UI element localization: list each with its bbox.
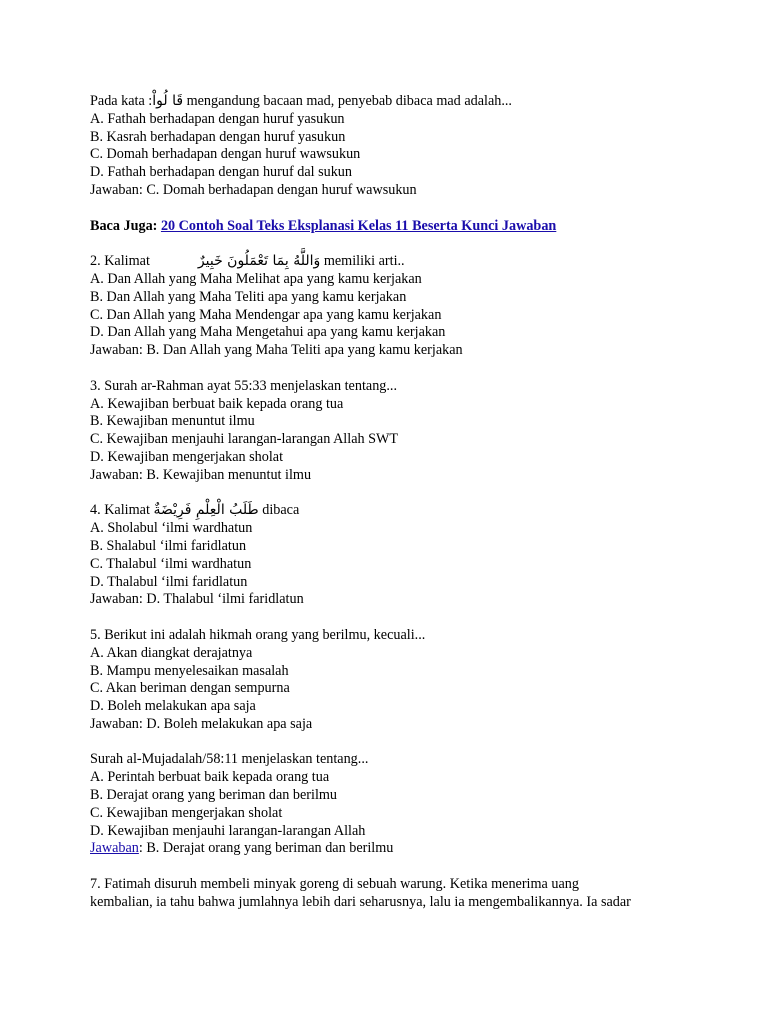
question-7-line-1: 7. Fatimah disuruh membeli minyak goreng di sebuah warung. Ketika menerima uang (90, 876, 579, 893)
answer-link[interactable]: Jawaban (90, 840, 139, 857)
question-2 (90, 253, 690, 360)
arabic-word: قَا لُواْ (152, 93, 184, 109)
baca-juga (90, 218, 690, 236)
answer: Jawaban: B. Dan Allah yang Maha Teliti apa yang kamu kerjakan (90, 342, 463, 359)
question-7 (90, 876, 690, 912)
option-c: C. Akan beriman dengan sempurna (90, 680, 290, 697)
option-a: A. Akan diangkat derajatnya (90, 644, 253, 661)
option-c: C. Domah berhadapan dengan huruf wawsukun (90, 146, 361, 163)
question-1-prefix: Pada kata : (90, 93, 153, 109)
question-4 (90, 502, 690, 609)
option-d: D. Fathah berhadapan dengan huruf dal sukun (90, 164, 352, 181)
option-b: B. Derajat orang yang beriman dan berilmu (90, 787, 338, 804)
option-b: B. Dan Allah yang Maha Teliti apa yang kamu kerjakan (90, 288, 407, 305)
question-2-suffix: memiliki arti.. (320, 253, 405, 270)
question-7-line-2: kembalian, ia tahu bahwa jumlahnya lebih dari seharusnya, lalu ia mengembalikannya. Ia sadar (90, 893, 631, 910)
question-1-suffix: mengandung bacaan mad, penyebab dibaca mad adalah... (183, 93, 512, 109)
question-5-text: 5. Berikut ini adalah hikmah orang yang berilmu, kecuali... (90, 626, 426, 643)
answer: Jawaban: C. Domah berhadapan dengan huruf wawsukun (90, 181, 417, 198)
question-6-text: Surah al-Mujadalah/58:11 menjelaskan tentang... (90, 751, 369, 768)
baca-juga-label: Baca Juga: (90, 217, 161, 234)
option-a: A. Sholabul ‘ilmi wardhatun (90, 520, 253, 537)
question-4-suffix: dibaca (258, 502, 300, 519)
arabic-phrase: وَاللَّهُ بِمَا تَعْمَلُونَ خَبِيرٌ (197, 253, 321, 270)
question-2-prefix: 2. Kalimat (90, 253, 150, 270)
question-3 (90, 378, 690, 485)
option-b: B. Mampu menyelesaikan masalah (90, 662, 289, 679)
answer (90, 840, 690, 858)
option-d: D. Kewajiban menjauhi larangan-larangan Allah (90, 822, 366, 839)
question-3-text: 3. Surah ar-Rahman ayat 55:33 menjelaskan tentang... (90, 377, 398, 394)
option-d: D. Thalabul ‘ilmi faridlatun (90, 573, 248, 590)
question-6 (90, 751, 690, 858)
question-1-text (90, 93, 690, 111)
option-c: C. Dan Allah yang Maha Mendengar apa yang kamu kerjakan (90, 306, 442, 323)
question-4-text (90, 502, 690, 520)
option-b: B. Shalabul ‘ilmi faridlatun (90, 537, 247, 554)
question-2-text (90, 253, 690, 271)
answer: Jawaban: B. Kewajiban menuntut ilmu (90, 466, 312, 483)
option-a: A. Kewajiban berbuat baik kepada orang tua (90, 395, 344, 412)
option-a: A. Fathah berhadapan dengan huruf yasukun (90, 110, 345, 127)
option-c: C. Kewajiban menjauhi larangan-larangan Allah SWT (90, 431, 399, 448)
answer: Jawaban: D. Thalabul ‘ilmi faridlatun (90, 591, 304, 608)
answer-text: : B. Derajat orang yang beriman dan berilmu (138, 840, 394, 857)
question-4-prefix: 4. Kalimat (90, 502, 154, 519)
baca-juga-link[interactable]: 20 Contoh Soal Teks Eksplanasi Kelas 11 Beserta Kunci Jawaban (160, 217, 557, 234)
option-d: D. Dan Allah yang Maha Mengetahui apa yang kamu kerjakan (90, 324, 446, 341)
option-b: B. Kasrah berhadapan dengan huruf yasukun (90, 128, 346, 145)
arabic-phrase: طَلَبُ الْعِلْمِ فَرِيْضَةٌ (153, 502, 259, 519)
option-b: B. Kewajiban menuntut ilmu (90, 413, 255, 430)
option-c: C. Kewajiban mengerjakan sholat (90, 804, 283, 821)
question-5 (90, 627, 690, 734)
option-d: D. Boleh melakukan apa saja (90, 698, 256, 715)
option-c: C. Thalabul ‘ilmi wardhatun (90, 555, 252, 572)
document-body (90, 93, 690, 929)
option-a: A. Perintah berbuat baik kepada orang tua (90, 769, 330, 786)
question-1 (90, 93, 690, 200)
answer: Jawaban: D. Boleh melakukan apa saja (90, 715, 313, 732)
option-d: D. Kewajiban mengerjakan sholat (90, 448, 284, 465)
option-a: A. Dan Allah yang Maha Melihat apa yang kamu kerjakan (90, 270, 422, 287)
